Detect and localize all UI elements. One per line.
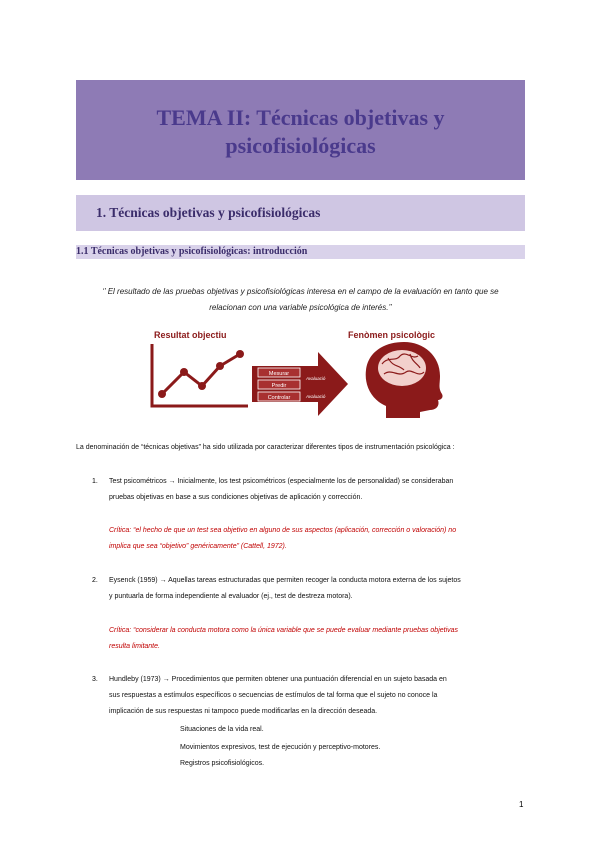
measure-label: Mesurar bbox=[268, 371, 290, 377]
quote-line-2: relacionan con una variable psicológica de interés.’’ bbox=[209, 303, 392, 312]
evaluation-label-1: Avaluació bbox=[306, 376, 326, 381]
section-heading-text: 1. Técnicas objetivas y psicofisiológicas bbox=[96, 205, 321, 220]
item-3-line-2: sus respuestas a estímulos específicos o secuencias de estímulos de tal forma que el sujeto no conoce la bbox=[109, 692, 438, 699]
predict-label: Predir bbox=[271, 383, 287, 389]
item-1-line-2: pruebas objetivas en base a sus condiciones objetivas de aplicación y corrección. bbox=[109, 494, 363, 501]
item-3-line-1: Hundleby (1973) → Procedimientos que permiten obtener una puntuación diferencial en un sujeto basada en bbox=[109, 676, 447, 683]
item-1-critique-1: Crítica: “el hecho de que un test sea objetivo en alguno de sus aspectos (aplicación, corrección o valoración) no bbox=[109, 527, 457, 534]
item-1-critique-2: implica que sea “objetivo” genéricamente” (Cattell, 1972). bbox=[109, 543, 287, 550]
item-3-line-3: implicación de sus respuestas ni tampoco puede modificarlas en la dirección deseada. bbox=[109, 708, 378, 715]
page-number: 1 bbox=[519, 800, 524, 809]
line-chart-icon bbox=[152, 344, 248, 406]
objective-result-diagram bbox=[148, 328, 453, 418]
subsection-heading-text: 1.1 Técnicas objetivas y psicofisiológicas: introducción bbox=[76, 246, 308, 257]
item-2-critique-1: Crítica: “considerar la conducta motora como la única variable que se puede evaluar mediante pruebas objetivas bbox=[109, 627, 459, 634]
item-2-line-1: Eysenck (1959) → Aquellas tareas estructuradas que permiten recoger la conducta motora externa de los sujetos bbox=[109, 577, 461, 584]
item-2-line-2: y puntuarla de forma independiente al evaluador (ej., test de destreza motora). bbox=[109, 593, 353, 600]
phenomenon-label: Fenòmen psicològic bbox=[348, 330, 436, 340]
title-line-2: psicofisiológicas bbox=[225, 133, 376, 158]
item-1-number: 1. bbox=[92, 478, 98, 485]
item-3-sub-1: Situaciones de la vida real. bbox=[180, 726, 264, 733]
quote-line-1: ‘’ El resultado de las pruebas objetivas y psicofisiológicas interesa en el campo de la evaluación en tanto que se bbox=[102, 287, 499, 296]
subsection-heading bbox=[76, 245, 525, 259]
result-label: Resultat objectiu bbox=[154, 330, 227, 340]
title-banner bbox=[76, 80, 525, 180]
title-line-1: TEMA II: Técnicas objetivas y bbox=[156, 105, 445, 130]
item-3-sub-2: Movimientos expresivos, test de ejecución y perceptivo-motores. bbox=[180, 744, 381, 751]
quote bbox=[76, 284, 525, 316]
item-1-line-1: Test psicométricos → Inicialmente, los test psicométricos (especialmente los de personalidad) se consideraban bbox=[109, 478, 454, 485]
item-2-critique-2: resulta limitante. bbox=[109, 643, 160, 650]
item-3-number: 3. bbox=[92, 676, 98, 683]
brain-head-icon bbox=[366, 342, 443, 418]
intro-text: La denominación de “técnicas objetivas” ha sido utilizada por caracterizar diferentes tipos de instrumentación psicológica : bbox=[76, 444, 455, 451]
item-2-number: 2. bbox=[92, 577, 98, 584]
control-label: Controlar bbox=[267, 395, 291, 401]
evaluation-label-2: Avaluació bbox=[306, 394, 326, 399]
item-3-sub-3: Registros psicofisiológicos. bbox=[180, 760, 265, 767]
section-heading bbox=[76, 195, 525, 231]
